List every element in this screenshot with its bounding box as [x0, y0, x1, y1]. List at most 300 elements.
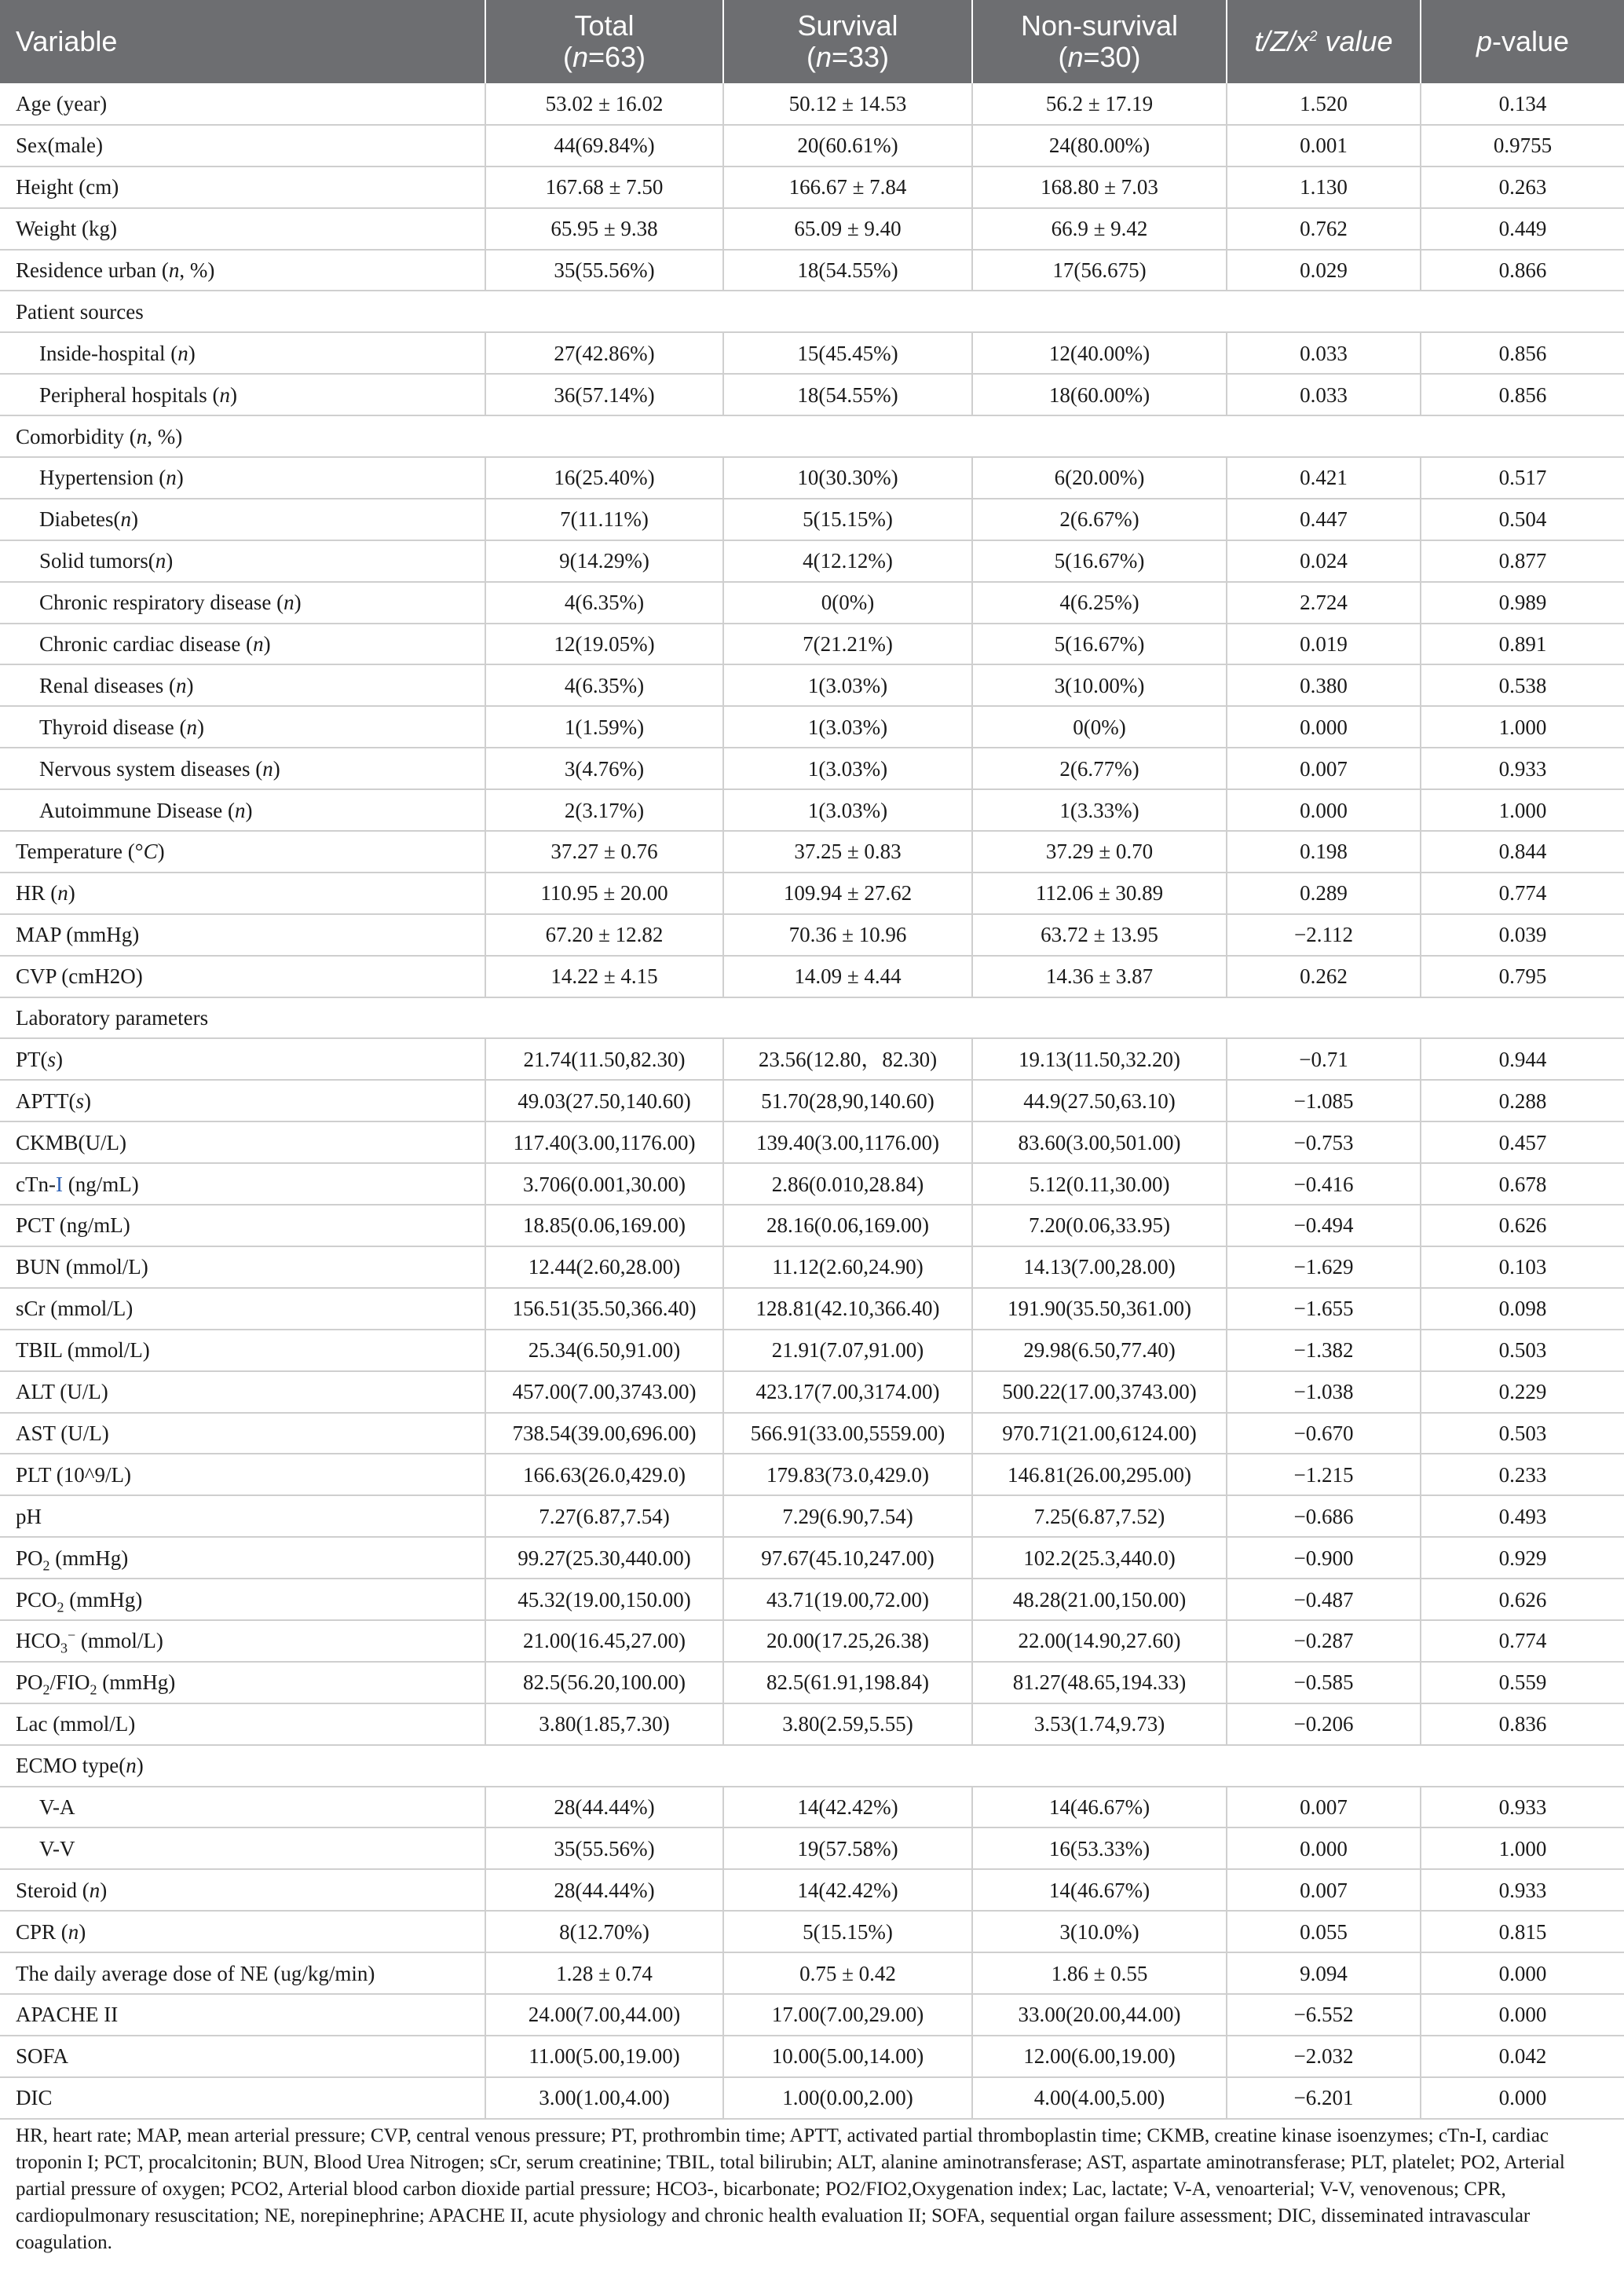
variable-cell — [0, 1994, 485, 2036]
variable-label-part: ALT (U/L) — [16, 1380, 108, 1404]
variable-label-part: sCr (mmol/L) — [16, 1297, 134, 1321]
nonsurvival-cell: 1.86 ± 0.55 — [972, 1952, 1227, 1994]
total-cell: 37.27 ± 0.76 — [485, 831, 723, 873]
nonsurvival-cell: 4.00(4.00,5.00) — [972, 2077, 1227, 2119]
p-value-cell: 0.000 — [1421, 1952, 1624, 1994]
variable-label-part: ) — [263, 632, 271, 657]
table-row — [0, 582, 1624, 624]
nonsurvival-cell: 7.25(6.87,7.52) — [972, 1495, 1227, 1537]
survival-cell: 21.91(7.07,91.00) — [723, 1330, 972, 1371]
section-row — [0, 291, 1624, 332]
variable-label-part: /FIO — [49, 1670, 90, 1695]
variable-cell — [0, 1246, 485, 1288]
variable-label-part: Sex(male) — [16, 134, 103, 158]
variable-label-part: Autoimmune Disease ( — [39, 798, 235, 822]
statistic-cell: 0.033 — [1227, 374, 1421, 415]
table-row — [0, 1454, 1624, 1495]
variable-label-part: V-V — [39, 1836, 75, 1860]
variable-label-part: ) — [100, 1878, 108, 1902]
variable-label-part: n — [166, 466, 177, 490]
variable-cell — [0, 125, 485, 166]
p-value-cell: 0.098 — [1421, 1288, 1624, 1330]
survival-cell: 179.83(73.0,429.0) — [723, 1454, 972, 1495]
survival-cell: 14(42.42%) — [723, 1869, 972, 1911]
header-stat-symbol: t/Z/x — [1254, 25, 1310, 57]
total-cell: 53.02 ± 16.02 — [485, 83, 723, 125]
table-row — [0, 332, 1624, 374]
variable-cell — [0, 789, 485, 831]
header-nonsurvival-n: 30 — [1099, 41, 1132, 73]
nonsurvival-cell: 102.2(25.3,440.0) — [972, 1537, 1227, 1579]
variable-label-part: n — [283, 591, 294, 615]
variable-label-part: Solid tumors( — [39, 549, 155, 573]
variable-label-part: n — [155, 549, 166, 573]
variable-cell — [0, 624, 485, 665]
total-cell: 18.85(0.06,169.00) — [485, 1205, 723, 1246]
statistic-cell: 9.094 — [1227, 1952, 1421, 1994]
section-label-part: , %) — [147, 424, 183, 448]
nonsurvival-cell: 81.27(48.65,194.33) — [972, 1662, 1227, 1703]
nonsurvival-cell: 14(46.67%) — [972, 1787, 1227, 1828]
table-row — [0, 1330, 1624, 1371]
variable-cell — [0, 1495, 485, 1537]
header-nonsurvival-n-open: ( — [1058, 41, 1068, 73]
p-value-cell: 0.836 — [1421, 1703, 1624, 1745]
statistic-cell: −0.416 — [1227, 1163, 1421, 1205]
survival-cell: 423.17(7.00,3174.00) — [723, 1371, 972, 1413]
total-cell: 9(14.29%) — [485, 540, 723, 582]
table-row — [0, 1038, 1624, 1080]
total-cell: 7(11.11%) — [485, 499, 723, 540]
variable-label-part: n — [89, 1878, 101, 1902]
survival-cell: 1(3.03%) — [723, 748, 972, 789]
header-total-label: Total — [574, 9, 635, 42]
nonsurvival-cell: 4(6.25%) — [972, 582, 1227, 624]
variable-cell — [0, 831, 485, 873]
nonsurvival-cell: 3(10.00%) — [972, 664, 1227, 706]
variable-label-part: ) — [157, 840, 165, 864]
variable-label-part: 2 — [57, 1598, 64, 1615]
variable-cell — [0, 1121, 485, 1163]
total-cell: 110.95 ± 20.00 — [485, 873, 723, 914]
total-cell: 12.44(2.60,28.00) — [485, 1246, 723, 1288]
table-row — [0, 1205, 1624, 1246]
nonsurvival-cell: 5(16.67%) — [972, 624, 1227, 665]
variable-cell — [0, 914, 485, 956]
variable-label-part: 2 — [42, 1557, 50, 1573]
table-row — [0, 1495, 1624, 1537]
variable-label-part: Hypertension ( — [39, 466, 166, 490]
variable-label-part: Chronic respiratory disease ( — [39, 591, 284, 615]
p-value-cell: 0.891 — [1421, 624, 1624, 665]
survival-cell: 19(57.58%) — [723, 1827, 972, 1869]
statistic-cell: −0.753 — [1227, 1121, 1421, 1163]
p-value-cell: 0.774 — [1421, 1620, 1624, 1662]
variable-label-part: ) — [272, 756, 280, 781]
p-value-cell: 0.933 — [1421, 1787, 1624, 1828]
variable-label-part: (ng/mL) — [62, 1172, 139, 1196]
nonsurvival-cell: 3(10.0%) — [972, 1911, 1227, 1952]
table-row — [0, 83, 1624, 125]
statistic-cell: 0.762 — [1227, 208, 1421, 250]
p-value-cell: 0.263 — [1421, 166, 1624, 208]
header-total-n: 63 — [605, 41, 637, 73]
variable-label-part: Residence urban ( — [16, 258, 169, 282]
table-row — [0, 1080, 1624, 1121]
nonsurvival-cell: 17(56.675) — [972, 250, 1227, 291]
table-row — [0, 125, 1624, 166]
variable-label-part: APTT( — [16, 1088, 76, 1113]
survival-cell: 20.00(17.25,26.38) — [723, 1620, 972, 1662]
p-value-cell: 0.039 — [1421, 914, 1624, 956]
p-value-cell: 0.989 — [1421, 582, 1624, 624]
table-row — [0, 1246, 1624, 1288]
table-row — [0, 1163, 1624, 1205]
total-cell: 45.32(19.00,150.00) — [485, 1579, 723, 1620]
variable-label-part: ) — [294, 591, 302, 615]
statistic-cell: 0.289 — [1227, 873, 1421, 914]
survival-cell: 65.09 ± 9.40 — [723, 208, 972, 250]
variable-label-part: Steroid ( — [16, 1878, 90, 1902]
total-cell: 738.54(39.00,696.00) — [485, 1413, 723, 1454]
variable-cell — [0, 540, 485, 582]
p-value-cell: 0.856 — [1421, 332, 1624, 374]
survival-cell: 0(0%) — [723, 582, 972, 624]
variable-cell — [0, 332, 485, 374]
total-cell: 3.00(1.00,4.00) — [485, 2077, 723, 2119]
variable-label-part: ) — [130, 507, 138, 532]
nonsurvival-cell: 83.60(3.00,501.00) — [972, 1121, 1227, 1163]
survival-cell: 7.29(6.90,7.54) — [723, 1495, 972, 1537]
total-cell: 4(6.35%) — [485, 664, 723, 706]
table-row — [0, 1620, 1624, 1662]
nonsurvival-cell: 2(6.77%) — [972, 748, 1227, 789]
p-value-cell: 0.288 — [1421, 1080, 1624, 1121]
variable-label-part: Chronic cardiac disease ( — [39, 632, 254, 657]
table-row — [0, 1288, 1624, 1330]
header-nonsurvival-label: Non-survival — [1020, 9, 1179, 42]
statistic-cell: −0.287 — [1227, 1620, 1421, 1662]
variable-label-part: , %) — [179, 258, 215, 282]
header-row — [0, 0, 1624, 83]
total-cell: 16(25.40%) — [485, 457, 723, 499]
statistic-cell: 2.724 — [1227, 582, 1421, 624]
survival-cell: 97.67(45.10,247.00) — [723, 1537, 972, 1579]
table-row — [0, 1952, 1624, 1994]
statistic-cell: 0.000 — [1227, 706, 1421, 748]
total-cell: 99.27(25.30,440.00) — [485, 1537, 723, 1579]
variable-cell — [0, 1579, 485, 1620]
variable-label-part: V-A — [39, 1795, 75, 1819]
header-total — [485, 0, 723, 83]
section-row — [0, 415, 1624, 457]
statistic-cell: −1.215 — [1227, 1454, 1421, 1495]
variable-label-part: Renal diseases ( — [39, 673, 176, 697]
section-label-part: Patient sources — [16, 299, 144, 324]
nonsurvival-cell: 12.00(6.00,19.00) — [972, 2036, 1227, 2077]
header-stat-suffix: value — [1317, 25, 1393, 57]
variable-label-part: CPR ( — [16, 1919, 68, 1944]
table-row — [0, 1994, 1624, 2036]
section-label-part: ECMO type( — [16, 1754, 126, 1778]
survival-cell: 7(21.21%) — [723, 624, 972, 665]
variable-label-part: ) — [196, 715, 204, 739]
p-value-cell: 0.795 — [1421, 956, 1624, 997]
survival-cell: 17.00(7.00,29.00) — [723, 1994, 972, 2036]
variable-cell — [0, 706, 485, 748]
survival-cell: 82.5(61.91,198.84) — [723, 1662, 972, 1703]
table-row — [0, 457, 1624, 499]
variable-label-part: BUN (mmol/L) — [16, 1255, 148, 1279]
variable-label-part: ) — [166, 549, 174, 573]
section-row — [0, 997, 1624, 1039]
table-row — [0, 1537, 1624, 1579]
total-cell: 2(3.17%) — [485, 789, 723, 831]
variable-cell — [0, 208, 485, 250]
section-label-part: n — [126, 1754, 137, 1778]
total-cell: 117.40(3.00,1176.00) — [485, 1121, 723, 1163]
nonsurvival-cell: 2(6.67%) — [972, 499, 1227, 540]
variable-cell — [0, 1827, 485, 1869]
table-row — [0, 956, 1624, 997]
p-value-cell: 0.000 — [1421, 1994, 1624, 2036]
header-survival-label: Survival — [797, 9, 898, 42]
section-label — [0, 291, 1624, 332]
table-row — [0, 624, 1624, 665]
total-cell: 3(4.76%) — [485, 748, 723, 789]
variable-label-part: s — [47, 1047, 57, 1071]
p-value-cell: 0.856 — [1421, 374, 1624, 415]
header-statistic — [1227, 0, 1421, 83]
statistic-cell: 0.007 — [1227, 1787, 1421, 1828]
table-row — [0, 250, 1624, 291]
table-row — [0, 374, 1624, 415]
p-value-cell: 0.449 — [1421, 208, 1624, 250]
variable-label-part: n — [68, 1919, 79, 1944]
nonsurvival-cell: 16(53.33%) — [972, 1827, 1227, 1869]
header-survival — [723, 0, 972, 83]
p-value-cell: 1.000 — [1421, 789, 1624, 831]
section-label — [0, 415, 1624, 457]
p-value-cell: 0.933 — [1421, 1869, 1624, 1911]
variable-label-part: ) — [229, 382, 237, 407]
table-row — [0, 1827, 1624, 1869]
variable-cell — [0, 166, 485, 208]
variable-cell — [0, 1787, 485, 1828]
survival-cell: 10(30.30%) — [723, 457, 972, 499]
header-p-symbol: p — [1476, 25, 1492, 57]
p-value-cell: 0.774 — [1421, 873, 1624, 914]
survival-cell: 28.16(0.06,169.00) — [723, 1205, 972, 1246]
statistic-cell: 0.262 — [1227, 956, 1421, 997]
variable-label-part: PO — [16, 1670, 43, 1695]
variable-label-part: SOFA — [16, 2044, 69, 2069]
survival-cell: 166.67 ± 7.84 — [723, 166, 972, 208]
variable-label-part: Nervous system diseases ( — [39, 756, 263, 781]
survival-cell: 23.56(12.80，82.30) — [723, 1038, 972, 1080]
nonsurvival-cell: 12(40.00%) — [972, 332, 1227, 374]
variable-label-part: cTn- — [16, 1172, 56, 1196]
statistic-cell: 0.033 — [1227, 332, 1421, 374]
variable-label-part: C — [143, 840, 158, 864]
table-row — [0, 166, 1624, 208]
survival-cell: 128.81(42.10,366.40) — [723, 1288, 972, 1330]
header-survival-n-open: ( — [806, 41, 816, 73]
variable-label-part: (mmHg) — [64, 1587, 143, 1612]
nonsurvival-cell: 7.20(0.06,33.95) — [972, 1205, 1227, 1246]
variable-label-part: pH — [16, 1504, 42, 1528]
total-cell: 166.63(26.0,429.0) — [485, 1454, 723, 1495]
table-row — [0, 664, 1624, 706]
total-cell: 35(55.56%) — [485, 1827, 723, 1869]
variable-label-part: ) — [176, 466, 184, 490]
header-nonsurvival-n-symbol: n — [1067, 41, 1084, 73]
variable-label-part: MAP (mmHg) — [16, 923, 140, 947]
p-value-cell: 0.233 — [1421, 1454, 1624, 1495]
variable-cell — [0, 83, 485, 125]
variable-cell — [0, 250, 485, 291]
section-label-part: Comorbidity ( — [16, 424, 137, 448]
survival-cell: 1(3.03%) — [723, 664, 972, 706]
p-value-cell: 0.229 — [1421, 1371, 1624, 1413]
footnote: HR, heart rate; MAP, mean arterial pressure; CVP, central venous pressure; PT, prothrombin time; APTT, activated partial thromboplastin time; CKMB, creatine kinase isoenzymes; cTn-I, cardiac troponin I; PCT, procalcitonin; BUN, Blood Urea Nitrogen; sCr, serum creatinine; TBIL, total bilirubin; ALT, alanine aminotransferase; AST, aspartate aminotransferase; PLT, platelet; PO2, Arterial partial pressure of oxygen; PCO2, Arterial blood carbon dioxide partial pressure; HCO3-, bicarbonate; PO2/FIO2,Oxygenation index; Lac, lactate; V-A, venoarterial; V-V, venovenous; CPR, cardiopulmonary resuscitation; NE, norepinephrine; APACHE II, acute physiology and chronic health evaluation II; SOFA, sequential organ failure assessment; DIC, disseminated intravascular coagulation. — [16, 2125, 1565, 2253]
variable-cell — [0, 1371, 485, 1413]
statistic-cell: −0.585 — [1227, 1662, 1421, 1703]
p-value-cell: 1.000 — [1421, 706, 1624, 748]
statistic-cell: 1.130 — [1227, 166, 1421, 208]
total-cell: 7.27(6.87,7.54) — [485, 1495, 723, 1537]
p-value-cell: 1.000 — [1421, 1827, 1624, 1869]
p-value-cell: 0.042 — [1421, 2036, 1624, 2077]
p-value-cell: 0.9755 — [1421, 125, 1624, 166]
header-variable: Variable — [16, 25, 118, 57]
table-row — [0, 831, 1624, 873]
total-cell: 457.00(7.00,3743.00) — [485, 1371, 723, 1413]
total-cell: 28(44.44%) — [485, 1787, 723, 1828]
variable-label-part: TBIL (mmol/L) — [16, 1338, 150, 1363]
statistic-cell: 0.024 — [1227, 540, 1421, 582]
header-survival-n: 33 — [848, 41, 880, 73]
statistic-cell: −2.112 — [1227, 914, 1421, 956]
statistic-cell: −1.085 — [1227, 1080, 1421, 1121]
variable-label-part: (mmHg) — [97, 1670, 176, 1695]
header-total-n-eq: = — [587, 41, 605, 73]
total-cell: 4(6.35%) — [485, 582, 723, 624]
section-label-part: Laboratory parameters — [16, 1006, 209, 1030]
total-cell: 27(42.86%) — [485, 332, 723, 374]
nonsurvival-cell: 37.29 ± 0.70 — [972, 831, 1227, 873]
header-p-suffix: -value — [1491, 25, 1570, 57]
section-label-part: ) — [136, 1754, 144, 1778]
survival-cell: 1.00(0.00,2.00) — [723, 2077, 972, 2119]
nonsurvival-cell: 168.80 ± 7.03 — [972, 166, 1227, 208]
variable-label-part: 2 — [42, 1681, 50, 1698]
p-value-cell: 0.944 — [1421, 1038, 1624, 1080]
nonsurvival-cell: 3.53(1.74,9.73) — [972, 1703, 1227, 1745]
nonsurvival-cell: 66.9 ± 9.42 — [972, 208, 1227, 250]
statistic-cell: −1.382 — [1227, 1330, 1421, 1371]
variable-label-part: PLT (10^9/L) — [16, 1462, 131, 1487]
survival-cell: 50.12 ± 14.53 — [723, 83, 972, 125]
table-row — [0, 1911, 1624, 1952]
nonsurvival-cell: 0(0%) — [972, 706, 1227, 748]
variable-label-part: ) — [84, 1088, 92, 1113]
p-value-cell: 0.503 — [1421, 1330, 1624, 1371]
survival-cell: 3.80(2.59,5.55) — [723, 1703, 972, 1745]
total-cell: 14.22 ± 4.15 — [485, 956, 723, 997]
variable-label-part: ) — [79, 1919, 86, 1944]
p-value-cell: 0.678 — [1421, 1163, 1624, 1205]
statistic-cell: −1.655 — [1227, 1288, 1421, 1330]
p-value-cell: 0.517 — [1421, 457, 1624, 499]
variable-label-part: ) — [186, 673, 194, 697]
variable-label-part: n — [262, 756, 273, 781]
p-value-cell: 0.626 — [1421, 1205, 1624, 1246]
header-total-n-close: ) — [636, 41, 646, 73]
nonsurvival-cell: 24(80.00%) — [972, 125, 1227, 166]
p-value-cell: 0.457 — [1421, 1121, 1624, 1163]
survival-cell: 14.09 ± 4.44 — [723, 956, 972, 997]
variable-label-part: Age (year) — [16, 91, 108, 115]
survival-cell: 15(45.45%) — [723, 332, 972, 374]
variable-label-part: (mmol/L) — [75, 1629, 163, 1653]
p-value-cell: 0.538 — [1421, 664, 1624, 706]
nonsurvival-cell: 18(60.00%) — [972, 374, 1227, 415]
variable-cell — [0, 1869, 485, 1911]
survival-cell: 43.71(19.00,72.00) — [723, 1579, 972, 1620]
variable-label-part: AST (U/L) — [16, 1421, 109, 1445]
variable-cell — [0, 1911, 485, 1952]
variable-cell — [0, 956, 485, 997]
nonsurvival-cell: 22.00(14.90,27.60) — [972, 1620, 1227, 1662]
statistic-cell: −2.032 — [1227, 2036, 1421, 2077]
variable-label-part: Temperature (° — [16, 840, 144, 864]
variable-label-part: n — [168, 258, 180, 282]
variable-label-part: APACHE II — [16, 2003, 119, 2027]
statistic-cell: −0.900 — [1227, 1537, 1421, 1579]
statistic-cell: 1.520 — [1227, 83, 1421, 125]
header-survival-n-eq: = — [831, 41, 848, 73]
survival-cell: 109.94 ± 27.62 — [723, 873, 972, 914]
table-row — [0, 1703, 1624, 1745]
variable-label-part: − — [68, 1627, 76, 1644]
p-value-cell: 0.866 — [1421, 250, 1624, 291]
survival-cell: 1(3.03%) — [723, 706, 972, 748]
table-row — [0, 2077, 1624, 2119]
table-row — [0, 914, 1624, 956]
variable-cell — [0, 1413, 485, 1454]
total-cell: 49.03(27.50,140.60) — [485, 1080, 723, 1121]
variable-cell — [0, 1703, 485, 1745]
variable-cell — [0, 1205, 485, 1246]
variable-label-part: s — [75, 1088, 85, 1113]
header-survival-n-close: ) — [880, 41, 890, 73]
variable-label-part: n — [234, 798, 246, 822]
p-value-cell: 0.000 — [1421, 2077, 1624, 2119]
variable-label-part: PO — [16, 1546, 43, 1570]
total-cell: 8(12.70%) — [485, 1911, 723, 1952]
statistic-cell: −0.670 — [1227, 1413, 1421, 1454]
header-survival-n-symbol: n — [815, 41, 832, 73]
statistic-cell: 0.000 — [1227, 789, 1421, 831]
table-row — [0, 1662, 1624, 1703]
table-row — [0, 540, 1624, 582]
survival-cell: 14(42.42%) — [723, 1787, 972, 1828]
nonsurvival-cell: 63.72 ± 13.95 — [972, 914, 1227, 956]
header-p-value — [1421, 0, 1624, 83]
p-value-cell: 0.929 — [1421, 1537, 1624, 1579]
variable-label-part: Lac (mmol/L) — [16, 1712, 136, 1736]
